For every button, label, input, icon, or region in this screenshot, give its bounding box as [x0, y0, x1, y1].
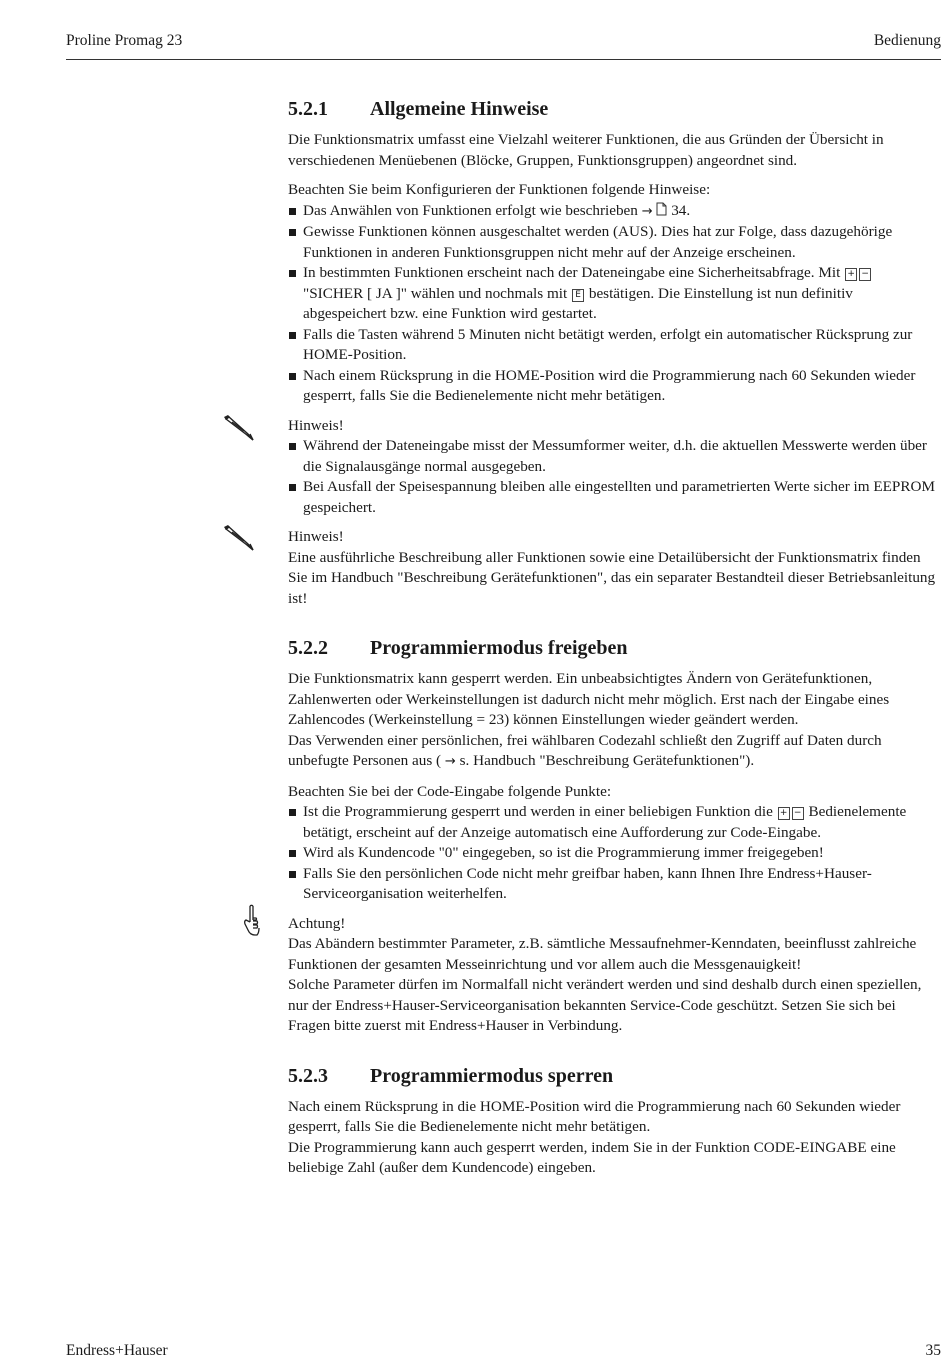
list-item: [288, 263, 940, 325]
plus-key-icon: +: [778, 807, 790, 820]
note-pencil-icon: [222, 414, 260, 444]
note-label: Hinweis!: [288, 528, 344, 545]
section-number: 5.2.3: [288, 1064, 328, 1087]
header-rule: [66, 59, 941, 60]
section-heading-5-2-1: [288, 96, 940, 122]
page-number: 34.: [671, 201, 691, 219]
paragraph: Nach einem Rücksprung in die HOME-Position wird die Programmierung nach 60 Sekunden wieder gesperrt, falls Sie die Bedienelemente nicht mehr betätigen.: [288, 1097, 901, 1135]
caution-text: Solche Parameter dürfen im Normalfall nicht verändert werden und sind deshalb durch einen speziellen, nur der Endress+Hauser-Serviceorganisation bekannten Service-Code geschützt. Setzen Sie sich bei Fragen bitte zuerst mit Endress+Hauser in Verbindung.: [288, 976, 922, 1034]
note-pencil-icon-2: [222, 524, 260, 554]
caution-hand-icon: [240, 904, 266, 940]
list-item-text: Ist die Programmierung gesperrt und werden in einer beliebigen Funktion die: [303, 803, 773, 820]
list-item: [288, 802, 940, 843]
caution-label: Achtung!: [288, 914, 346, 932]
minus-key-icon: −: [859, 268, 871, 281]
list-item-text: Bedienelemente betätigt, erscheint auf der Anzeige automatisch eine Aufforderung zur Code-Eingabe.: [303, 803, 907, 841]
plus-key-icon: +: [845, 268, 857, 281]
page-reference-icon: [656, 202, 667, 216]
section-number: 5.2.1: [288, 98, 328, 120]
header-product-name: Proline Promag 23: [66, 32, 183, 49]
list-item: [288, 201, 940, 223]
section-number: 5.2.2: [288, 637, 328, 659]
section-title: Programmiermodus freigeben: [370, 637, 628, 659]
arrow-icon: →: [444, 754, 456, 769]
paragraph: Die Funktionsmatrix umfasst eine Vielzahl weiterer Funktionen, die aus Gründen der Übersicht in verschiedenen Menüebenen (Blöcke, Gruppen, Funktionsgruppen) angeordnet sind.: [288, 131, 884, 169]
page-number: 35: [925, 1342, 941, 1359]
paragraph-text: Das Verwenden einer persönlichen, frei wählbaren Codezahl schließt den Zugriff auf Daten durch unbefugte Personen aus (: [288, 731, 882, 769]
paragraph: Beachten Sie bei der Code-Eingabe folgende Punkte:: [288, 782, 612, 800]
enter-key-icon: E: [572, 289, 584, 302]
section-heading-5-2-3: [288, 1063, 940, 1089]
list-item: Gewisse Funktionen können ausgeschaltet werden (AUS). Dies hat zur Folge, dass dazugehörige Funktionen in anderen Funktionsgruppen nicht mehr auf der Anzeige erscheinen.: [288, 222, 940, 263]
list-item-text: bestätigen. Die Einstellung ist nun definitiv abgespeichert bzw. eine Funktion wird gestartet.: [303, 284, 853, 322]
section-title: Programmiermodus sperren: [370, 1064, 614, 1087]
note-label: Hinweis!: [288, 416, 344, 434]
list-item-text: Das Anwählen von Funktionen erfolgt wie beschrieben: [303, 201, 638, 219]
minus-key-icon: −: [792, 807, 804, 820]
list-item: Nach einem Rücksprung in die HOME-Position wird die Programmierung nach 60 Sekunden wieder gesperrt, falls Sie die Bedienelemente nicht mehr betätigen.: [288, 366, 940, 407]
list-item: Wird als Kundencode "0" eingegeben, so ist die Programmierung immer freigegeben!: [288, 843, 940, 864]
footer-company-name: Endress+Hauser: [66, 1342, 168, 1359]
paragraph: Die Programmierung kann auch gesperrt werden, indem Sie in der Funktion CODE-EINGABE eine beliebige Zahl (außer dem Kundencode) eingeben.: [288, 1138, 896, 1176]
paragraph: Die Funktionsmatrix kann gesperrt werden. Ein unbeabsichtigtes Ändern von Gerätefunktionen, Zahlenwerten oder Werkeinstellungen ist dadurch nicht mehr möglich. Erst nach der Eingabe eines Zahlencodes (Werkeinstellung = 23) können Einstellungen wieder geändert werden.: [288, 670, 890, 728]
list-item: Falls Sie den persönlichen Code nicht mehr greifbar haben, kann Ihnen Ihre Endress+Hauser-Serviceorganisation weiterhelfen.: [288, 864, 940, 905]
bullet-list: [288, 802, 940, 905]
list-item-text: In bestimmten Funktionen erscheint nach der Dateneingabe eine Sicherheitsabfrage. Mit: [303, 264, 841, 281]
note-text: Eine ausführliche Beschreibung aller Funktionen sowie eine Detailübersicht der Funktionsmatrix finden Sie im Handbuch "Beschreibung Gerätefunktionen", das ein separater Bestandteil dieser Betriebsanleitung ist!: [288, 548, 936, 607]
paragraph-text: s. Handbuch "Beschreibung Gerätefunktionen").: [459, 752, 755, 769]
list-item: Bei Ausfall der Speisespannung bleiben alle eingestellten und parametrierten Werte sicher im EEPROM gespeichert.: [288, 477, 940, 518]
list-item: Falls die Tasten während 5 Minuten nicht betätigt werden, erfolgt ein automatischer Rücksprung zur HOME-Position.: [288, 325, 940, 366]
caution-text: Das Abändern bestimmter Parameter, z.B. sämtliche Messaufnehmer-Kenndaten, beeinflusst zahlreiche Funktionen der gesamten Messeinrichtung und vor allem auch die Messgenauigkeit!: [288, 935, 917, 973]
header-chapter-name: Bedienung: [873, 32, 941, 49]
paragraph: Beachten Sie beim Konfigurieren der Funktionen folgende Hinweise:: [288, 181, 711, 198]
list-item-text: "SICHER [ JA ]" wählen und nochmals mit: [303, 284, 568, 302]
arrow-icon: →: [641, 203, 653, 219]
bullet-list: [288, 201, 940, 407]
note-bullet-list: [288, 436, 940, 518]
section-title: Allgemeine Hinweise: [370, 98, 549, 120]
list-item: Während der Dateneingabe misst der Messumformer weiter, d.h. die aktuellen Messwerte werden über die Signalausgänge normal ausgegeben.: [288, 436, 940, 477]
section-heading-5-2-2: [288, 635, 940, 661]
main-content: [288, 96, 940, 1179]
paragraph: [288, 731, 940, 773]
